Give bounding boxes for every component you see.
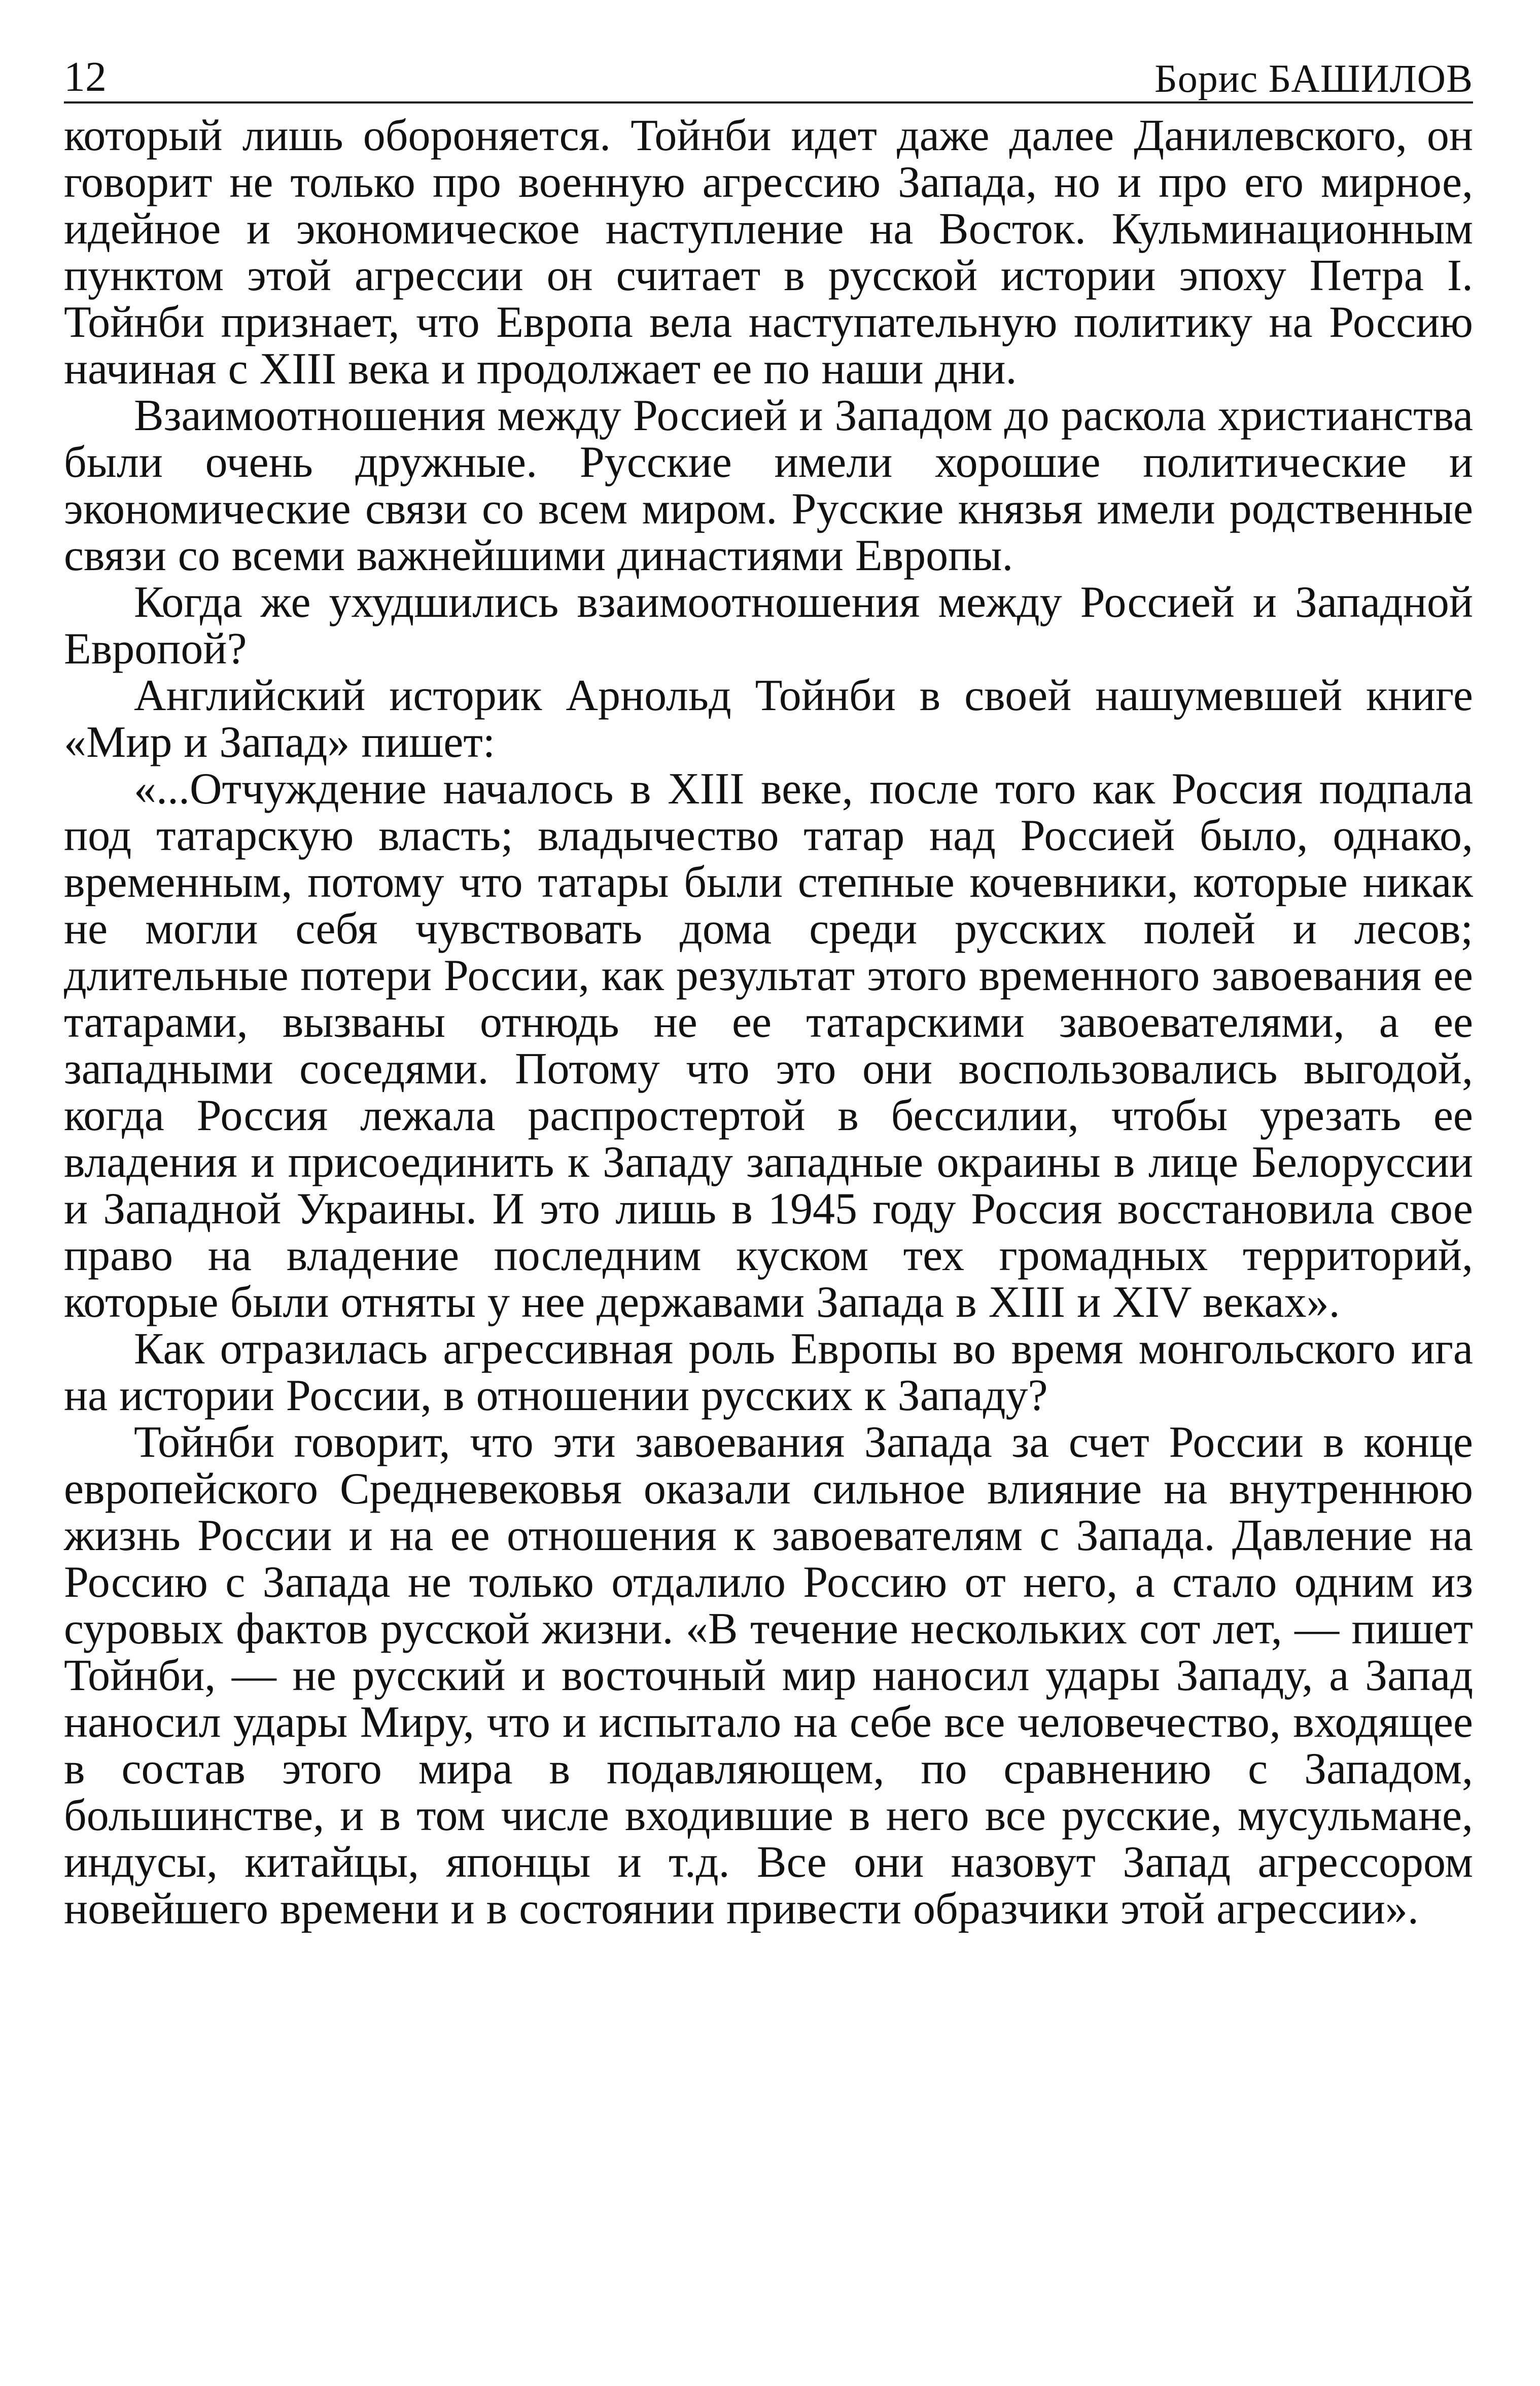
paragraph: Английский историк Арнольд Тойнби в своей нашумевшей книге «Мир и Запад» пишет: — [64, 671, 1473, 767]
paragraph: Тойнби говорит, что эти завоевания Запада за счет России в конце европейского Средневековья оказали сильное влияние на внутреннюю жизнь России и на ее отношения к завоевателям с Запада. Давление на Россию с Запада не только отдалило Россию от него, а стало одним из суровых фактов русской жизни. «В течение нескольких сот лет, — пишет Тойнби, — не русский и восточный мир наносил удары Западу, а Запад наносил удары Миру, что и испытало на себе все человечество, входящее в состав этого мира в подавляющем, по сравнению с Западом, большинстве, и в том числе входившие в него все русские, мусульмане, индусы, китайцы, японцы и т.д. Все они назовут Запад агрессором новейшего времени и в состоянии привести образчики этой агрессии». — [64, 1418, 1473, 1934]
paragraph: который лишь обороняется. Тойнби идет даже далее Данилевского, он говорит не только про военную агрессию Запада, но и про его мирное, идейное и экономическое наступление на Восток. Кульминационным пунктом этой агрессии он считает в русской истории эпоху Петра I. Тойнби признает, что Европа вела наступательную политику на Россию начиная с XIII века и продолжает ее по наши дни. — [64, 111, 1473, 394]
paragraph: Как отразилась агрессивная роль Европы во время монгольского ига на истории России, в отношении русских к Западу? — [64, 1324, 1473, 1420]
book-page — [64, 49, 1473, 2341]
paragraph: Взаимоотношения между Россией и Западом до раскола христианства были очень дружные. Русские имели хорошие политические и экономические связи со всем миром. Русские князья имели родственные связи со всеми важнейшими династиями Европы. — [64, 391, 1473, 580]
body-text — [64, 113, 1473, 1933]
quotation-paragraph: «...Отчуждение началось в XIII веке, после того как Россия подпала под татарскую власть; владычество татар над Россией было, однако, временным, потому что татары были степные кочевники, которые никак не могли себя чувствовать дома среди русских полей и лесов; длительные потери России, как результат этого временного завоевания ее татарами, вызваны отнюдь не ее татарскими завоевателями, а ее западными соседями. Потому что это они воспользовались выгодой, когда Россия лежала распростертой в бессилии, чтобы урезать ее владения и присоединить к Западу западные окраины в лице Белоруссии и Западной Украины. И это лишь в 1945 году Россия восстановила свое право на владение последним куском тех громадных территорий, которые были отняты у нее державами Запада в XIII и XIV веках». — [64, 764, 1473, 1327]
running-header — [64, 49, 1473, 103]
paragraph: Когда же ухудшились взаимоотношения между Россией и Западной Европой? — [64, 578, 1473, 674]
page-number: 12 — [64, 53, 107, 100]
running-header-author: Борис БАШИЛОВ — [1154, 56, 1473, 100]
